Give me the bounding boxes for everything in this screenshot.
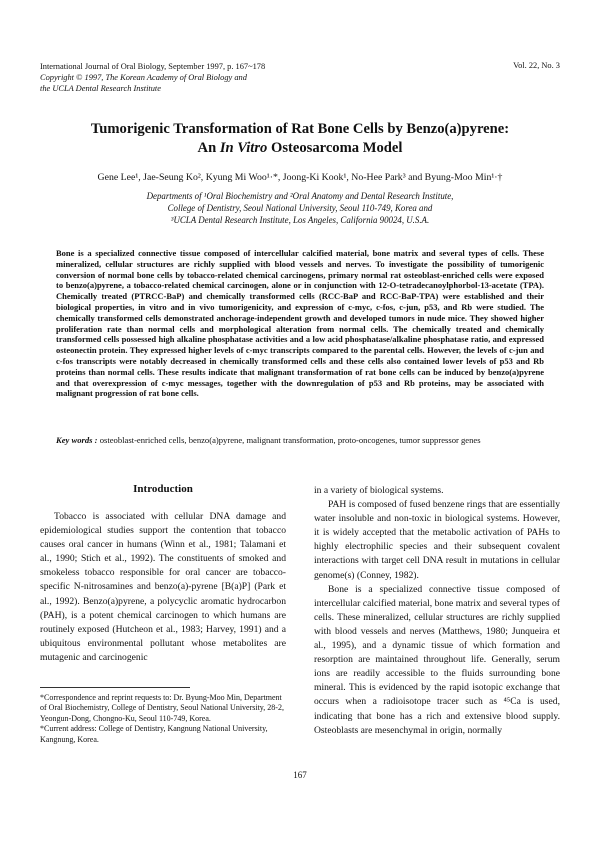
title-line-1: Tumorigenic Transformation of Rat Bone Cells by Benzo(a)pyrene: — [90, 121, 510, 137]
paragraph: in a variety of biological systems. — [314, 485, 444, 496]
affiliation-line: College of Dentistry, Seoul National University, Seoul 110-749, Korea and — [167, 203, 433, 213]
paragraph: PAH is composed of fused benzene rings that are essentially water insoluble and non-toxic in biological systems. However, it is widely accepted that the metabolic activation of PAHs to highly electrophilic species and their subsequent covalent interactions with target cell DNA result in mutations in cellular genome(s) (Conney, 1982). — [314, 499, 560, 581]
abstract: Bone is a specialized connective tissue composed of intercellular calcified material, bone matrix and several types of cells. These mineralized, cellular structures are richly supplied with blood vessels and nerves. To investigate the possibility of tumorigenic conversion of normal bone cells by tobacco-related chemical carcinogens, primary normal rat osteoblast-enriched cells were exposed to benzo(a)pyrene, a tobacco-related chemical carcinogen, alone or in conjunction with 12-O-tetradecanoylphorbol-13-acetate (TPA). Chemically treated (PTRCC-BaP) and chemically transformed cells (RCC-BaP and RCC-BaP-TPA) were established and their biological properties, in vitro and in vivo tumorigenicity, and expression of c-myc, c-fos, c-jun, p53, and Rb were studied. The chemically transformed cells demonstrated anchorage-independent growth and developed tumors in nude mice. They showed higher proliferation rate than normal cells and morphological alteration from normal cells. The chemically treated and chemically transformed cells possessed high alkaline phosphatase activities and a low acid phosphatase/alkaline phosphatase ratio, and expressed osteonectin protein. They expressed higher levels of c-myc transcripts compared to the parental cells. However, the levels of c-jun and c-fos transcripts were notably decreased in chemically transformed cells and these cells also contained lower levels of p53 and Rb proteins than normal cells. These results indicate that malignant transformation of rat bone cells can be induced by benzo(a)pyrene and that overexpression of c-myc messages, together with the downregulation of p53 and Rb proteins, may be associated with malignant progression of rat bone cells. — [56, 248, 544, 399]
journal-header — [40, 61, 265, 94]
affiliations — [40, 190, 560, 226]
volume-label: Vol. 22, No. 3 — [513, 61, 560, 70]
footnotes — [40, 693, 286, 745]
paragraph: Tobacco is associated with cellular DNA damage and epidemiological studies support the contention that tobacco causes oral cancer in humans (Winn et al., 1981; Talamani et al., 1990; Stich et al., 1992). The constituents of smoked and smokeless tobacco responsible for oral cancer are tobacco-specific N-nitrosamines and benzo(a)-pyrene [B(a)P] (Park et al., 1992). Benzo(a)pyrene, a polycyclic aromatic hydrocarbon (PAH), is a potent chemical carcinogen to which humans are routinely exposed (Hutcheon et al., 1983; Harvey, 1991) and a ubiquitous environmental pollutant whose metabolites are mutagenic and carcinogenic — [40, 511, 286, 663]
journal-line-3: the UCLA Dental Research Institute — [40, 84, 161, 93]
footnote-divider — [40, 687, 190, 688]
keywords — [56, 435, 544, 446]
page-number: 167 — [293, 770, 307, 780]
section-heading-introduction: Introduction — [133, 483, 193, 495]
title-line-2 — [40, 139, 560, 158]
keywords-text: osteoblast-enriched cells, benzo(a)pyrene, malignant transformation, proto-oncogenes, tumor suppressor genes — [97, 435, 481, 445]
affiliation-line: ³UCLA Dental Research Institute, Los Angeles, California 90024, U.S.A. — [170, 215, 430, 225]
affiliation-line: Departments of ¹Oral Biochemistry and ²Oral Anatomy and Dental Research Institute, — [146, 191, 454, 201]
footnote: *Correspondence and reprint requests to: Dr. Byung-Moo Min, Department of Oral Biochemistry, College of Dentistry, Seoul National University, 28-2, Yeongun-Dong, Chongno-Ku, Seoul 110-749, Korea. — [40, 693, 284, 723]
column-left — [40, 510, 286, 665]
title-italic: In Vitro — [219, 140, 268, 156]
title-post: Osteosarcoma Model — [267, 140, 403, 156]
footnote: *Current address: College of Dentistry, Kangnung National University, Kangnung, Korea. — [40, 724, 268, 744]
author-list: Gene Lee¹, Jae-Seung Ko², Kyung Mi Woo¹·*, Joong-Ki Kook¹, No-Hee Park³ and Byung-Moo Min¹·† — [97, 172, 503, 183]
column-right — [314, 484, 560, 738]
title-pre: An — [197, 140, 220, 156]
journal-line-2: Copyright © 1997, The Korean Academy of Oral Biology and — [40, 73, 247, 82]
keywords-label: Key words : — [56, 435, 98, 445]
paper-title — [40, 120, 560, 158]
paragraph: Bone is a specialized connective tissue composed of intercellular calcified material, bone matrix and several types of cells. These mineralized, cellular structures are richly supplied with blood vessels and nerves (Matthews, 1980; Junqueira et al., 1995), and a dynamic tissue of which formation and resorption are maintained throughout life. Generally, serum ions are readily accessible to the fluids surrounding bone mineral. This is evidenced by the rapid isotopic exchange that occurs when a radioisotope tracer such as ⁴⁵Ca is used, indicating that bone has a rich and extensive blood supply. Osteoblasts are mesenchymal in origin, normally — [314, 583, 560, 736]
journal-line-1: International Journal of Oral Biology, September 1997, p. 167~178 — [40, 62, 266, 71]
